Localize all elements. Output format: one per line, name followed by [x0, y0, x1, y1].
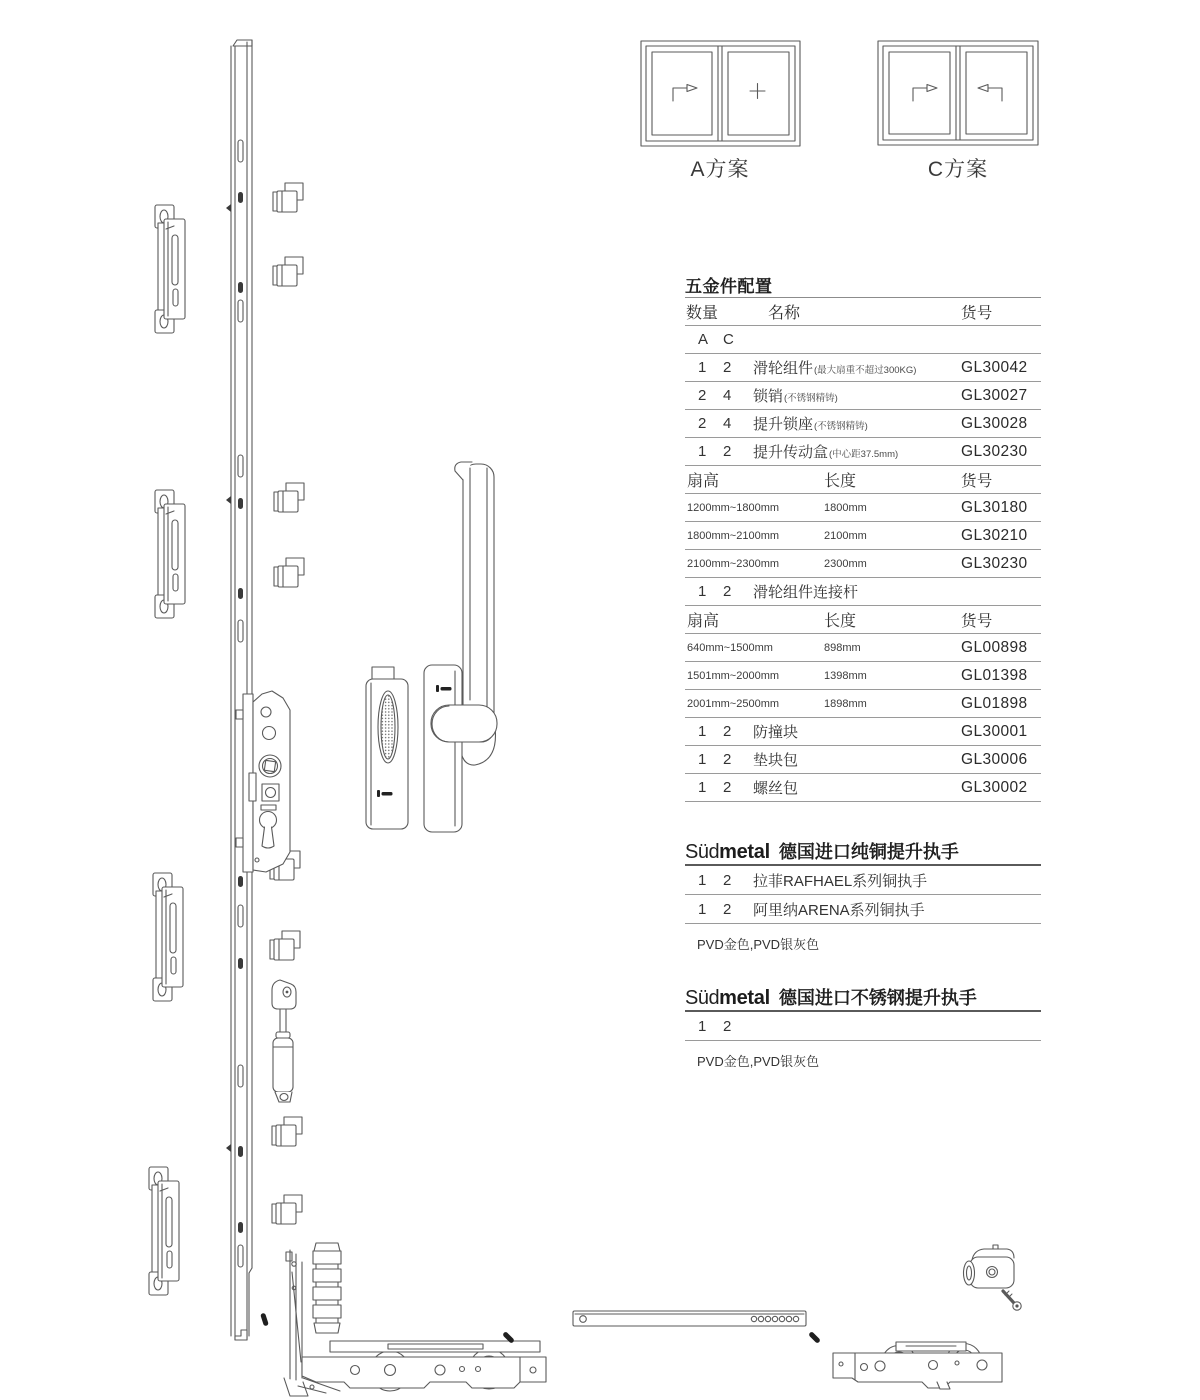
item-code: GL01398	[961, 666, 1028, 684]
table-header-row	[685, 298, 1041, 326]
qty-a: 1	[698, 583, 707, 600]
item-name: 螺丝包	[753, 780, 799, 797]
item-name: 滑轮组件连接杆	[753, 584, 859, 601]
lift-slide-handle-drawing	[424, 462, 497, 832]
qty-c: 4	[723, 415, 732, 432]
table-row	[685, 382, 1041, 410]
qty-a: 1	[698, 1017, 707, 1035]
length-value: 1398mm	[824, 669, 867, 682]
hardware-config-table	[685, 272, 1041, 802]
screw-icon	[808, 1331, 821, 1344]
finish-note: PVD金色,PVD银灰色	[697, 1054, 820, 1069]
fixed-plus-icon	[750, 84, 765, 99]
table-row	[685, 354, 1041, 382]
table-row	[685, 866, 1041, 895]
table-row	[685, 774, 1041, 802]
qty-a: 1	[698, 723, 707, 740]
item-note: (中心距37.5mm)	[829, 449, 899, 460]
lift-gearbox-drawing	[236, 691, 290, 872]
slide-right-arrow-icon	[913, 85, 937, 102]
size-row	[685, 662, 1041, 690]
qty-a: 1	[698, 359, 707, 376]
item-name: 锁销(不锈钢精铸)	[753, 388, 838, 405]
connector-bar-drawing	[573, 1311, 806, 1326]
qty-c: 2	[723, 723, 732, 740]
item-name: 拉菲RAFHAEL系列铜执手	[753, 872, 928, 890]
qty-a: 2	[698, 415, 707, 432]
item-code: GL30027	[961, 386, 1028, 404]
length-value: 1800mm	[824, 501, 867, 514]
section-title-text: 德国进口纯铜提升执手	[778, 842, 959, 862]
table-row	[685, 718, 1041, 746]
length-value: 2300mm	[824, 557, 867, 570]
size-header-row: 扇高 长度 货号	[685, 606, 1041, 634]
sash-height-range: 1800mm~2100mm	[687, 529, 780, 542]
qty-c: 2	[723, 900, 732, 918]
sash-height-range: 640mm~1500mm	[687, 641, 773, 654]
lock-keeper-plate	[149, 1167, 179, 1295]
item-name: 垫块包	[753, 752, 799, 769]
item-note: (不锈钢精铸)	[784, 393, 838, 404]
size-row	[685, 550, 1041, 578]
lock-pin-block	[273, 257, 303, 286]
table-row	[685, 1012, 1041, 1041]
corner-drive-assembly-drawing	[284, 1243, 546, 1396]
qty-a: 1	[698, 443, 707, 460]
scheme-c-window-diagram	[878, 41, 1038, 145]
table-row	[685, 746, 1041, 774]
item-code: GL30002	[961, 778, 1028, 796]
section-title	[685, 838, 1041, 866]
item-code: GL30210	[961, 526, 1028, 544]
item-name: 防撞块	[753, 724, 799, 741]
brass-handle-section	[685, 838, 1041, 953]
qty-a: 1	[698, 900, 707, 918]
length-value: 2100mm	[824, 529, 867, 542]
qty-c: 2	[723, 751, 732, 768]
lock-pin-block	[274, 558, 304, 587]
qty-a: 2	[698, 387, 707, 404]
qty-a-label: A	[698, 331, 709, 348]
sash-height-range: 2001mm~2500mm	[687, 697, 780, 710]
gas-damper-drawing	[272, 980, 296, 1102]
section-title	[685, 984, 1041, 1012]
screw-icon	[1003, 1291, 1021, 1310]
qty-c: 2	[723, 359, 732, 376]
size-row	[685, 690, 1041, 718]
lock-pin-block	[272, 1117, 302, 1146]
item-name: 提升锁座(不锈钢精铸)	[753, 416, 868, 433]
lock-pin-block	[272, 1195, 302, 1224]
item-code: GL30180	[961, 498, 1028, 516]
qty-c: 2	[723, 583, 732, 600]
bumper-strip	[313, 1243, 341, 1333]
slide-right-arrow-icon	[673, 85, 697, 102]
qty-a: 1	[698, 871, 707, 889]
table-row	[685, 895, 1041, 924]
qty-c: 2	[723, 443, 732, 460]
roller-assembly-drawing	[833, 1342, 1002, 1389]
item-code: GL00898	[961, 638, 1028, 656]
item-code: GL30230	[961, 442, 1028, 460]
sash-height-range: 2100mm~2300mm	[687, 557, 780, 570]
sudmetal-logo: Südmetal	[685, 841, 770, 863]
length-value: 1898mm	[824, 697, 867, 710]
lock-keeper-plate	[153, 873, 183, 1001]
lock-keeper-plate	[155, 490, 185, 618]
qty-a: 1	[698, 751, 707, 768]
finish-note: PVD金色,PVD银灰色	[697, 937, 820, 952]
col-name: 名称	[768, 305, 801, 322]
qty-scheme-row	[685, 326, 1041, 354]
qty-c: 2	[723, 1017, 732, 1035]
qty-c: 2	[723, 871, 732, 889]
item-code: GL30028	[961, 414, 1028, 432]
item-code: GL30042	[961, 358, 1028, 376]
flush-pull-handle-drawing	[366, 667, 408, 829]
lock-rail-drawing	[226, 40, 252, 1340]
scheme-c-label: C方案	[927, 158, 989, 181]
table-row	[685, 578, 1041, 606]
screw-icon	[260, 1313, 269, 1327]
qty-c-label: C	[723, 331, 734, 348]
qty-c: 4	[723, 387, 732, 404]
item-name: 滑轮组件(最大扇重不超过300KG)	[753, 360, 917, 377]
item-code: GL30001	[961, 722, 1028, 740]
sash-height-range: 1200mm~1800mm	[687, 501, 780, 514]
item-code: GL30230	[961, 554, 1028, 572]
item-code: GL30006	[961, 750, 1028, 768]
lock-pin-block	[273, 183, 303, 212]
scheme-a-label: A方案	[690, 158, 750, 181]
size-row	[685, 494, 1041, 522]
stainless-handle-section	[685, 984, 1041, 1070]
qty-c: 2	[723, 779, 732, 796]
scheme-a-window-diagram	[641, 41, 800, 146]
item-name: 提升传动盒(中心距37.5mm)	[753, 444, 899, 461]
table-title: 五金件配置	[685, 272, 1041, 298]
size-row	[685, 522, 1041, 550]
size-row	[685, 634, 1041, 662]
size-header-row: 扇高 长度 货号	[685, 466, 1041, 494]
item-code: GL01898	[961, 694, 1028, 712]
item-name: 阿里纳ARENA系列铜执手	[753, 901, 925, 919]
item-note: (不锈钢精铸)	[814, 421, 868, 432]
table-row	[685, 410, 1041, 438]
item-note: (最大扇重不超过300KG)	[814, 365, 917, 376]
length-value: 898mm	[824, 641, 861, 654]
sudmetal-logo: Südmetal	[685, 987, 770, 1009]
lock-pin-block	[274, 483, 304, 512]
section-title-text: 德国进口不锈钢提升执手	[778, 988, 977, 1008]
slide-left-arrow-icon	[978, 85, 1002, 102]
col-qty: 数量	[686, 305, 719, 322]
lock-keeper-plate	[155, 205, 185, 333]
table-row	[685, 438, 1041, 466]
sash-height-range: 1501mm~2000mm	[687, 669, 780, 682]
qty-a: 1	[698, 779, 707, 796]
lock-pin-block	[270, 931, 300, 960]
bump-block-drawing	[964, 1245, 1015, 1288]
col-code: 货号	[961, 304, 993, 322]
